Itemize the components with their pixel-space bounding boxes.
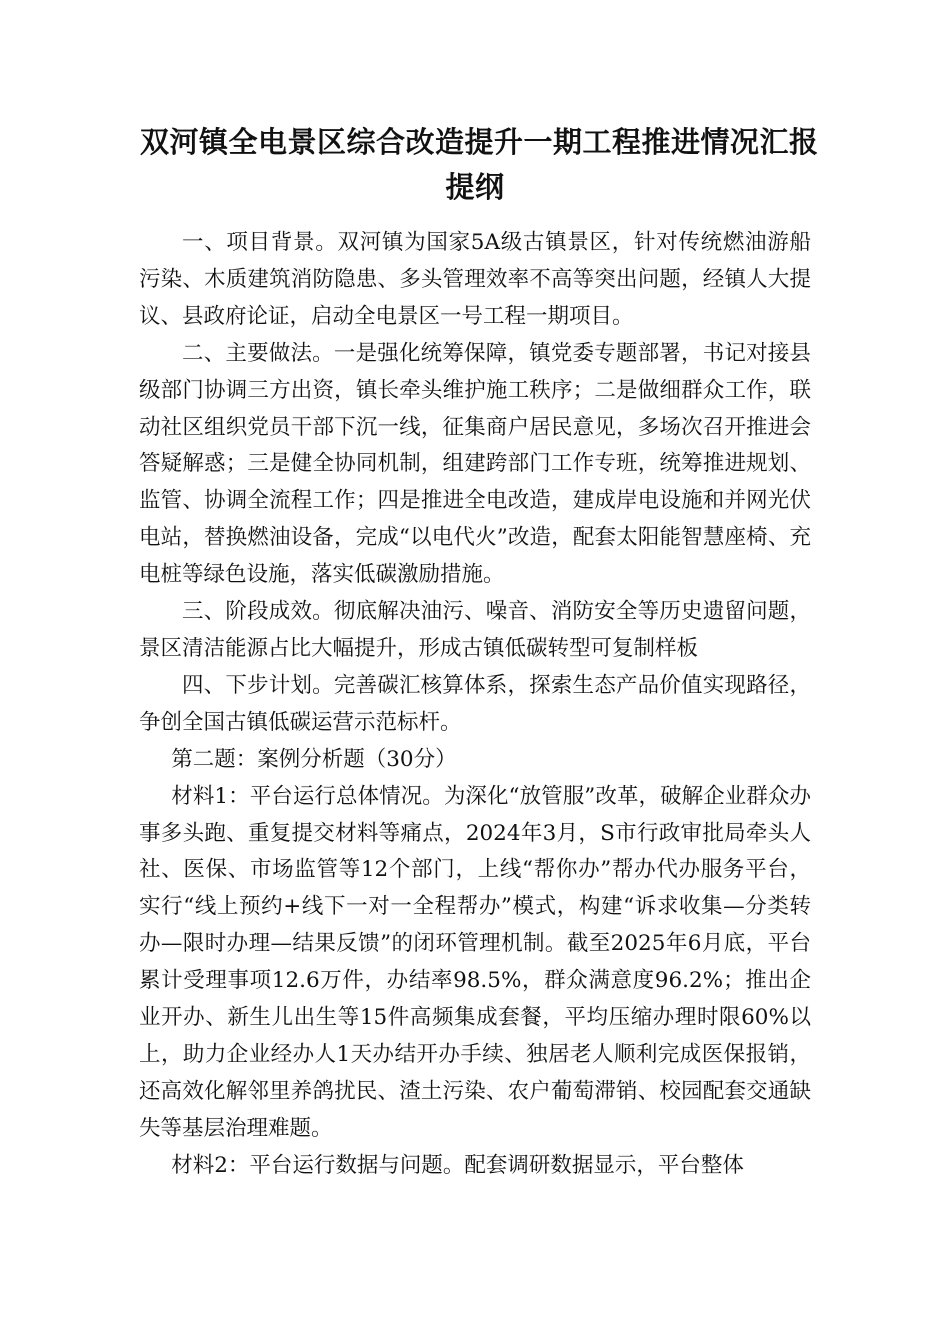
document-title-line-1: 双河镇全电景区综合改造提升一期工程推进情况汇报 [140,125,819,159]
paragraph-material-2: 材料2：平台运行数据与问题。配套调研数据显示，平台整体 [171,1152,744,1178]
question-heading: 第二题：案例分析题（30分） [171,746,457,772]
paragraph-project-background: 一、项目背景。双河镇为国家5A级古镇景区，针对传统燃油游船污染、木质建筑消防隐患、多头管理效率不高等突出问题，经镇人大提议、县政府论证，启动全电景区一号工程一期项目。 [139,230,811,329]
document-title-line-2: 提纲 [445,170,505,204]
paragraph-main-practices: 二、主要做法。一是强化统筹保障，镇党委专题部署，书记对接县级部门协调三方出资，镇长牵头维护施工秩序；二是做细群众工作，联动社区组织党员干部下沉一线，征集商户居民意见，多场次召开推进会答疑解惑；三是健全协同机制，组建跨部门工作专班，统筹推进规划、监管、协调全流程工作；四是推进全电改造，建成岸电设施和并网光伏电站，替换燃油设备，完成“以电代火”改造，配套太阳能智慧座椅、充电桩等绿色设施，落实低碳激励措施。 [139,340,811,588]
paragraph-next-plan: 四、下步计划。完善碳汇核算体系，探索生态产品价值实现路径，争创全国古镇低碳运营示范标杆。 [139,672,811,735]
paragraph-stage-results: 三、阶段成效。彻底解决油污、噪音、消防安全等历史遗留问题，景区清洁能源占比大幅提升，形成古镇低碳转型可复制样板 [139,599,811,661]
paragraph-material-1: 材料1：平台运行总体情况。为深化“放管服”改革，破解企业群众办事多头跑、重复提交材料等痛点，2024年3月，S市行政审批局牵头人社、医保、市场监管等12个部门，上线“帮你办”帮办代办服务平台，实行“线上预约+线下一对一全程帮办”模式，构建“诉求收集—分类转办—限时办理—结果反馈”的闭环管理机制。截至2025年6月底，平台累计受理事项12.6万件，办结率98.5%，群众满意度96.2%；推出企业开办、新生儿出生等15件高频集成套餐，平均压缩办理时限60%以上，助力企业经办人1天办结开办手续、独居老人顺利完成医保报销，还高效化解邻里养鸽扰民、渣土污染、农户葡萄滞销、校园配套交通缺失等基层治理难题。 [139,783,811,1141]
document-body [139,225,811,1185]
